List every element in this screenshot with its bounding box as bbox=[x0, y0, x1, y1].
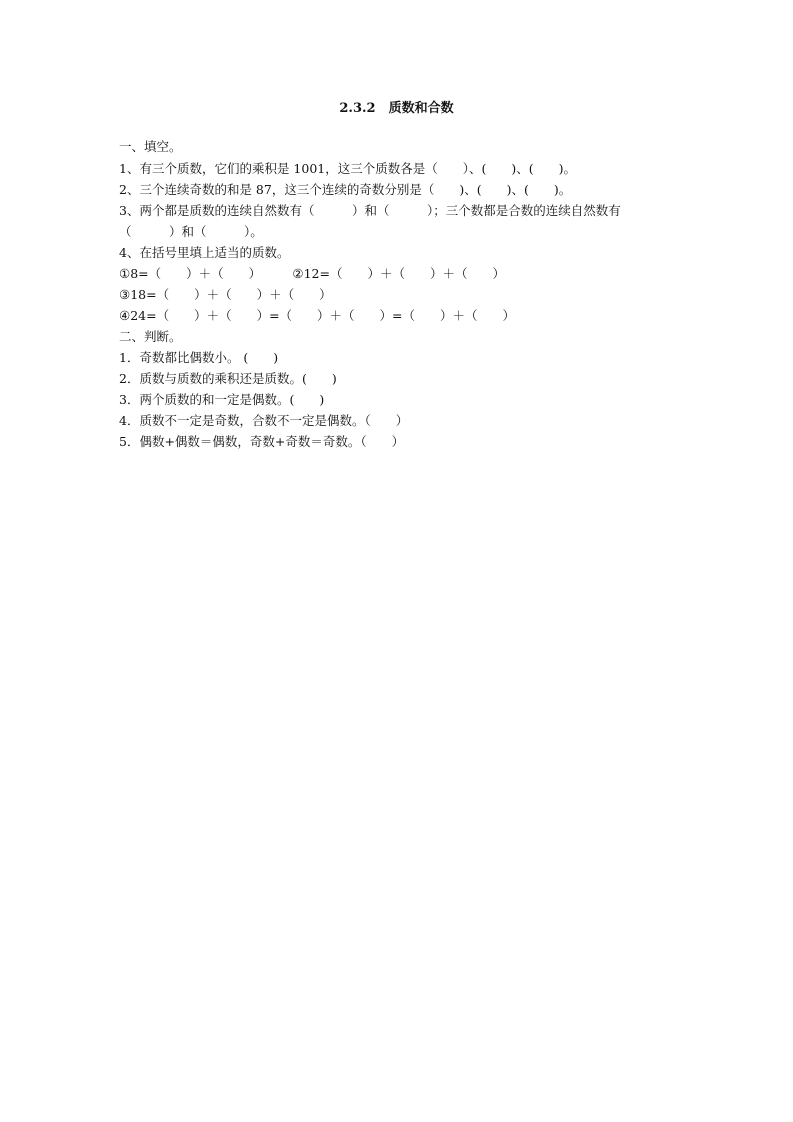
question-3-line2: （ ）和（ ）。 bbox=[119, 224, 263, 239]
question-4-part-a: ①8=（ ）＋（ ） ②12=（ ）＋（ ）＋（ ） bbox=[119, 266, 505, 281]
page-title: 2.3.2 质数和合数 bbox=[339, 101, 454, 116]
judge-item-3: 3．两个质数的和一定是偶数。( ) bbox=[119, 392, 325, 407]
section2-heading: 二、判断。 bbox=[119, 329, 182, 344]
question-3-line1: 3、两个都是质数的连续自然数有（ ）和（ ）；三个数都是合数的连续自然数有 bbox=[119, 203, 621, 218]
question-2: 2、三个连续奇数的和是 87，这三个连续的奇数分别是（ )、( )、( )。 bbox=[119, 182, 572, 197]
judge-item-4: 4．质数不一定是奇数，合数不一定是偶数。（ ） bbox=[119, 413, 409, 428]
section1-heading: 一、填空。 bbox=[119, 139, 182, 154]
question-4-part-b: ③18=（ ）＋（ ）＋（ ） bbox=[119, 287, 332, 302]
question-4-part-c: ④24=（ ）＋（ ）=（ ）＋（ ）=（ ）＋（ ） bbox=[119, 308, 516, 323]
judge-item-5: 5．偶数+偶数＝偶数，奇数+奇数＝奇数。（ ） bbox=[119, 434, 405, 449]
question-4: 4、在括号里填上适当的质数。 bbox=[119, 245, 290, 260]
question-1: 1、有三个质数，它们的乘积是 1001，这三个质数各是（ ）、( )、( )。 bbox=[119, 161, 576, 176]
judge-item-1: 1．奇数都比偶数小。 ( ) bbox=[119, 350, 279, 365]
judge-item-2: 2．质数与质数的乘积还是质数。( ) bbox=[119, 371, 337, 386]
